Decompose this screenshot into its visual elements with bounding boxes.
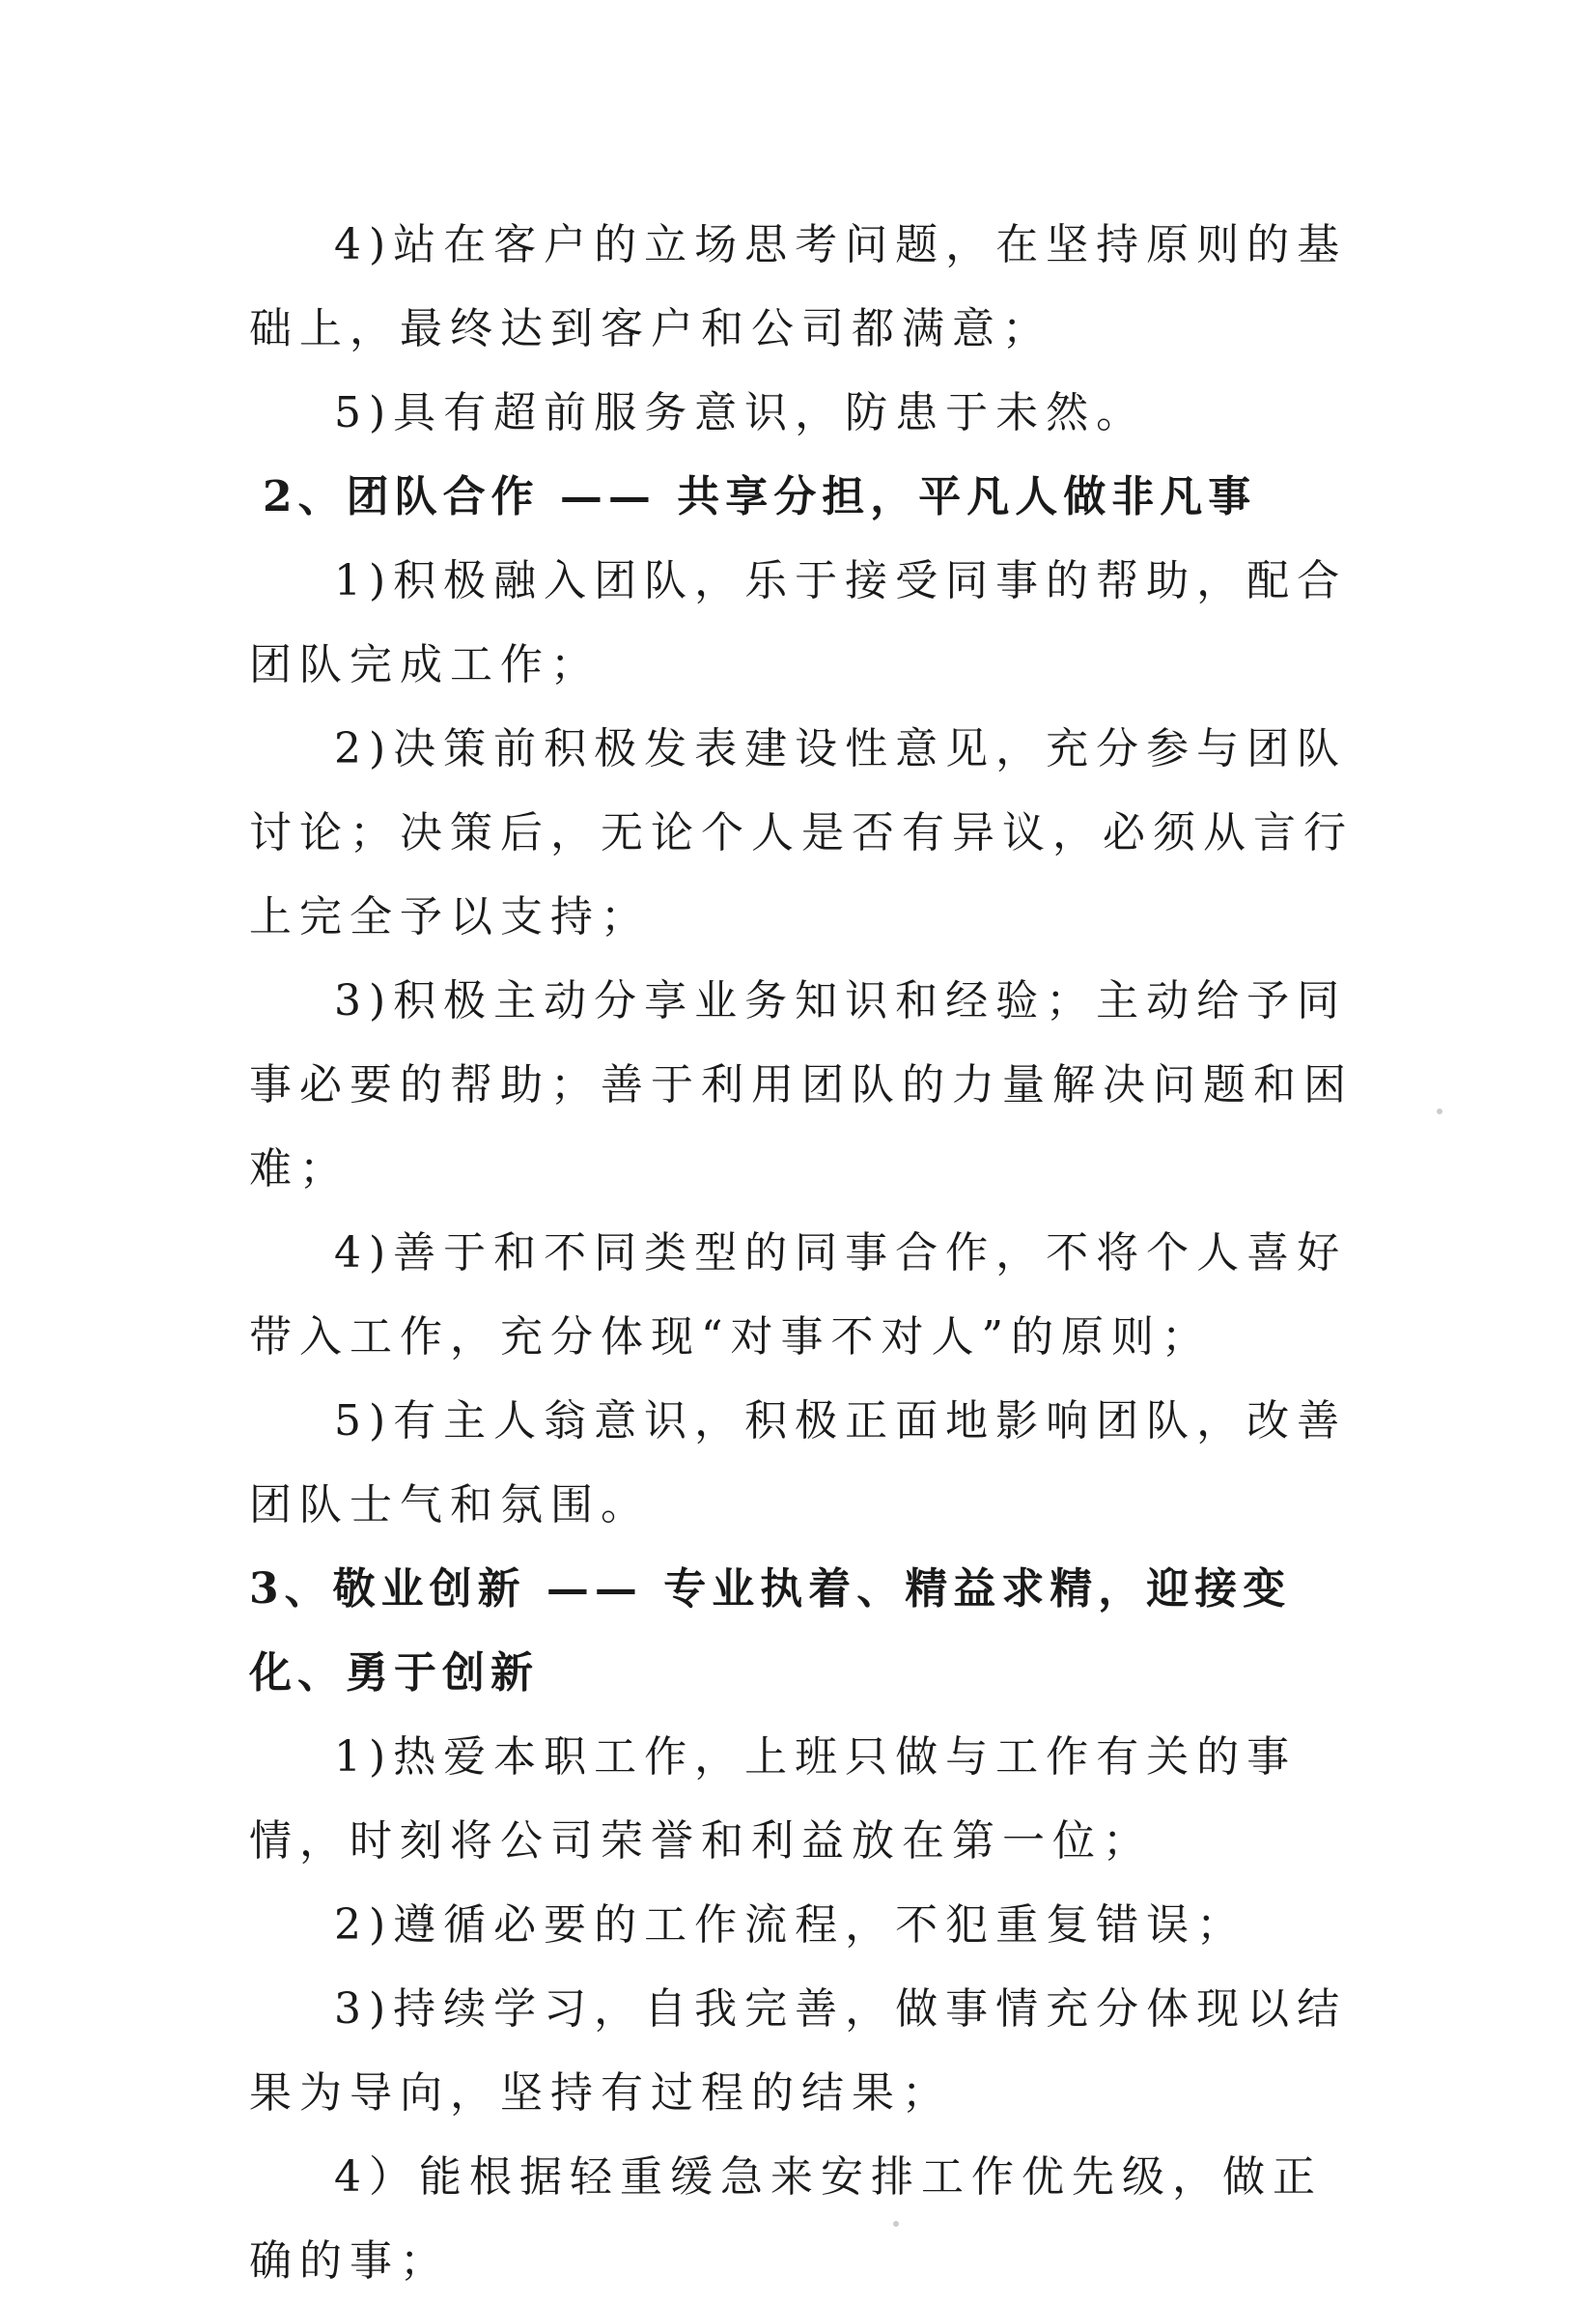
list-item-dedication-3: 3)持续学习，自我完善，做事情充分体现以结果为导向，坚持有过程的结果；	[249, 1984, 1348, 2118]
list-item-service-5: 5)具有超前服务意识，防患于未然。	[334, 388, 1147, 437]
list-item-dedication-2: 2)遵循必要的工作流程，不犯重复错误；	[334, 1900, 1247, 1950]
list-item-teamwork-1: 1)积极融入团队，乐于接受同事的帮助，配合团队完成工作；	[249, 556, 1348, 689]
list-item-teamwork-3: 3)积极主动分享业务知识和经验；主动给予同事必要的帮助；善于利用团队的力量解决问题和困难；	[249, 976, 1354, 1194]
list-item-teamwork-4: 4)善于和不同类型的同事合作，不将个人喜好带入工作，充分体现“对事不对人”的原则；	[249, 1228, 1348, 1362]
scan-speck	[1437, 1109, 1442, 1114]
list-item-dedication-1: 1)热爱本职工作，上班只做与工作有关的事情，时刻将公司荣誉和利益放在第一位；	[249, 1732, 1298, 1866]
document-body	[249, 203, 1359, 2303]
list-item-teamwork-5: 5)有主人翁意识，积极正面地影响团队，改善团队士气和氛围。	[249, 1396, 1348, 1530]
section-heading-dedication: 3、敬业创新 —— 专业执着、精益求精，迎接变化、勇于创新	[249, 1564, 1292, 1698]
list-item-dedication-4: 4）能根据轻重缓急来安排工作优先级，做正确的事；	[249, 2152, 1323, 2286]
section-heading-teamwork: 2、团队合作 —— 共享分担，平凡人做非凡事	[263, 472, 1257, 521]
scan-speck	[893, 2221, 899, 2227]
list-item-teamwork-2: 2)决策前积极发表建设性意见，充分参与团队讨论；决策后，无论个人是否有异议，必须从言行上完全予以支持；	[249, 724, 1354, 941]
list-item-service-4: 4)站在客户的立场思考问题，在坚持原则的基础上，最终达到客户和公司都满意；	[249, 220, 1348, 353]
